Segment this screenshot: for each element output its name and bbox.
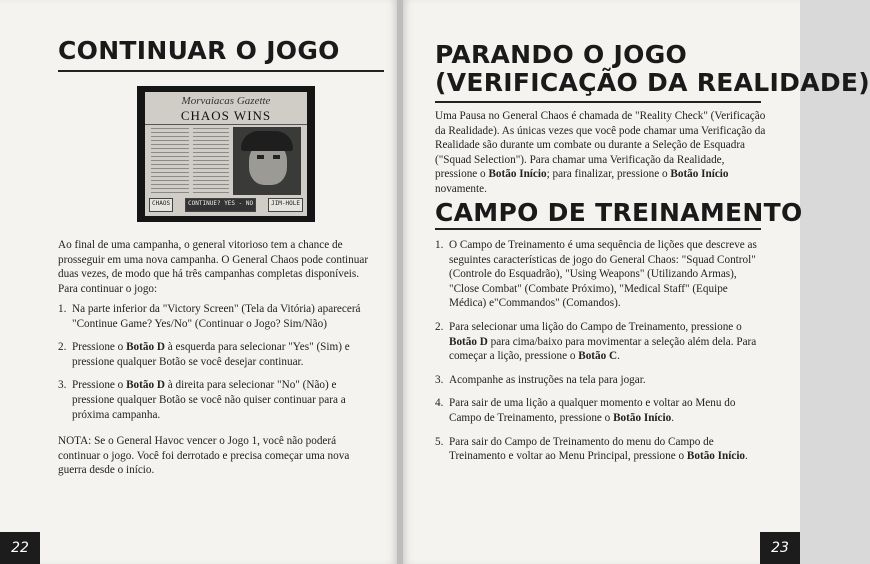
step-text: . (671, 411, 674, 424)
title-rule (435, 101, 761, 103)
menu-yes-no: YES - NO (224, 200, 254, 207)
step-text: Acompanhe as instruções na tela para jogar. (449, 373, 646, 386)
page-number-left: 22 (0, 532, 40, 564)
pause-text: novamente. (435, 182, 487, 195)
menu-chaos: CHAOS (149, 198, 173, 212)
button-name: Botão Início (670, 168, 729, 181)
continue-steps (58, 302, 376, 431)
page-title: PARANDO O JOGO (435, 40, 688, 69)
section-title: CAMPO DE TREINAMENTO (435, 198, 803, 227)
title-rule (58, 70, 384, 72)
training-steps (435, 238, 767, 473)
button-name: Botão D (126, 379, 165, 392)
general-helmet (241, 131, 293, 151)
list-item (435, 373, 767, 388)
gazette-title: Morvaiacas Gazette (181, 95, 271, 107)
list-item (435, 238, 767, 311)
left-page (0, 0, 397, 564)
step-text: para cima/baixo para movimentar a seleção além dela. Para começar a lição, pressione o (449, 335, 757, 363)
step-text: à esquerda para selecionar "Yes" (Sim) e pressione qualquer Botão se você desejar continuar. (72, 341, 350, 368)
section-rule (435, 228, 761, 230)
general-portrait (233, 127, 301, 195)
page-subtitle: (VERIFICAÇÃO DA REALIDADE) (435, 68, 870, 97)
eye-icon (257, 155, 264, 159)
button-name: Botão D (449, 335, 488, 348)
step-number: 5. (435, 435, 444, 448)
page-title: CONTINUAR O JOGO (58, 36, 340, 65)
step-text: . (617, 350, 620, 363)
list-item (58, 340, 376, 369)
pause-text: Uma Pausa no General Chaos é chamada de "Reality Check" (Verificação da Realidade). As únicas vezes que você pode chamar uma Verificação da Realidade são durante um combate ou durante a Seleção de Esquadra ("Squad Selection"). Para chamar uma Verificação da Realidade, pressione o (435, 110, 766, 181)
step-number: 2. (435, 320, 444, 333)
note-paragraph: NOTA: Se o General Havoc vencer o Jogo 1, você não poderá continuar o jogo. Você foi derrotado e precisa começar uma nova guerra desde o início. (58, 435, 350, 477)
right-page (403, 0, 870, 564)
step-number: 1. (58, 303, 67, 315)
button-name: Botão Início (686, 450, 746, 463)
page-number-right: 23 (760, 532, 800, 564)
step-text: Para sair de uma lição a qualquer momento e voltar ao Menu do Campo de Treinamento, pressione o (449, 397, 736, 424)
step-text: . (745, 450, 748, 463)
step-text: Na parte inferior da "Victory Screen" (Tela da Vitória) aparecerá "Continue Game? Yes/No" (Continuar o Jogo? Sim/Não) (72, 303, 361, 330)
list-item (435, 396, 767, 425)
button-name: Botão D (126, 341, 165, 354)
step-number: 3. (435, 373, 444, 386)
list-item (435, 435, 767, 464)
pause-text: ; para finalizar, pressione o (546, 168, 671, 181)
list-item (58, 302, 376, 331)
gazette-column (193, 128, 229, 194)
menu-jim-hole: JIM-HOLE (268, 198, 303, 212)
step-text: à direita para selecionar "No" (Não) e pressione qualquer Botão se você não quiser continuar para a próxima campanha. (72, 379, 346, 421)
step-number: 1. (435, 239, 444, 251)
step-number: 3. (58, 379, 67, 392)
step-text: Pressione o (72, 341, 127, 354)
step-text: Pressione o (72, 379, 127, 392)
gazette-menu (149, 198, 303, 212)
intro-paragraph: Ao final de uma campanha, o general vitorioso tem a chance de prosseguir em uma nova campanha. O General Chaos pode continuar duas vezes, de modo que há três campanhas completas disponíveis. Para continuar o jogo: (58, 239, 369, 295)
eye-icon (273, 155, 280, 159)
step-number: 2. (58, 341, 67, 354)
step-text: Para selecionar uma lição do Campo de Treinamento, pressione o (449, 320, 742, 333)
step-number: 4. (435, 397, 444, 410)
button-name: Botão Início (613, 411, 672, 424)
button-name: Botão C (578, 350, 618, 363)
list-item (58, 378, 376, 422)
list-item (435, 320, 767, 364)
gazette-headline: CHAOS WINS (145, 108, 307, 125)
menu-continue (185, 198, 256, 212)
gazette-paper (145, 92, 307, 216)
button-name: Botão Início (488, 168, 547, 181)
gazette-column (151, 128, 189, 194)
menu-continue-label: CONTINUE? (188, 200, 221, 207)
gazette-screenshot (137, 86, 315, 222)
step-text: Para sair do Campo de Treinamento do menu do Campo de Treinamento e voltar ao Menu Principal, pressione o (449, 435, 714, 463)
step-text: O Campo de Treinamento é uma sequência de lições que descreve as seguintes características de jogo do General Chaos: "Squad Control" (Controle do Esquadrão), "Using Weapons" (Utilizando Armas), "Close Combat" (Combate Próximo), "Medical Staff" (Equipe Médica) e"Commandos" (Comandos). (449, 239, 757, 310)
pause-paragraph (435, 109, 767, 197)
